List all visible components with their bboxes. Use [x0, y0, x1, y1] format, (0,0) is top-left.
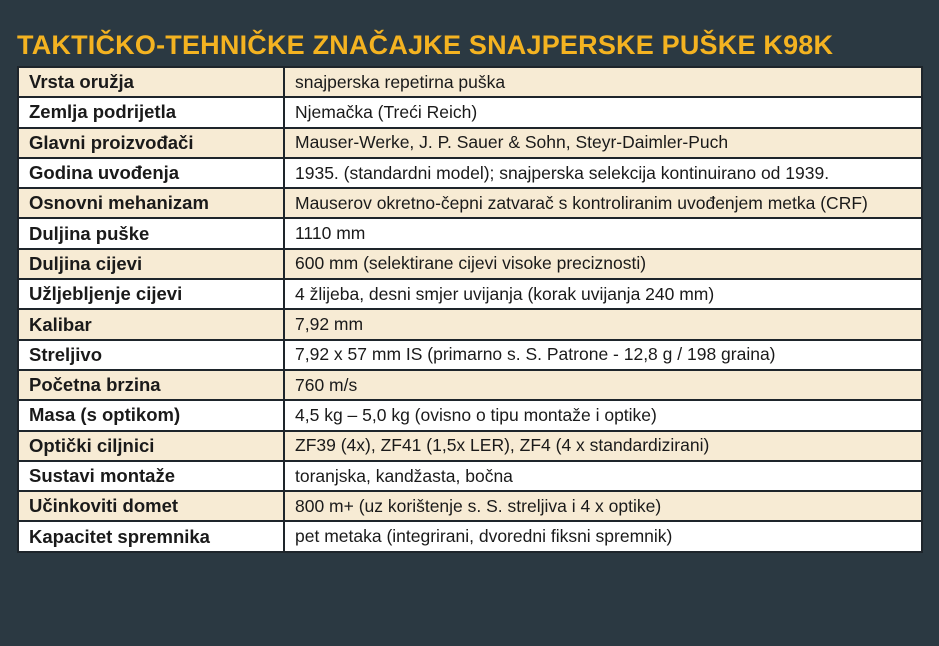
table-row	[18, 188, 922, 218]
row-label: Streljivo	[18, 340, 284, 370]
spec-table	[17, 66, 923, 553]
table-row	[18, 521, 922, 551]
row-label: Glavni proizvođači	[18, 128, 284, 158]
row-label: Kalibar	[18, 309, 284, 339]
row-value: 7,92 mm	[284, 309, 922, 339]
row-value: Njemačka (Treći Reich)	[284, 97, 922, 127]
row-label: Učinkoviti domet	[18, 491, 284, 521]
table-row	[18, 461, 922, 491]
row-label: Užljebljenje cijevi	[18, 279, 284, 309]
table-row	[18, 67, 922, 97]
row-label: Masa (s optikom)	[18, 400, 284, 430]
row-label: Duljina puške	[18, 218, 284, 248]
row-value: 600 mm (selektirane cijevi visoke preciznosti)	[284, 249, 922, 279]
row-value: 760 m/s	[284, 370, 922, 400]
table-row	[18, 340, 922, 370]
row-value: ZF39 (4x), ZF41 (1,5x LER), ZF4 (4 x standardizirani)	[284, 431, 922, 461]
row-label: Vrsta oružja	[18, 67, 284, 97]
row-label: Osnovni mehanizam	[18, 188, 284, 218]
row-value: Mauser-Werke, J. P. Sauer & Sohn, Steyr-Daimler-Puch	[284, 128, 922, 158]
row-value: 4,5 kg – 5,0 kg (ovisno o tipu montaže i optike)	[284, 400, 922, 430]
row-value: 1110 mm	[284, 218, 922, 248]
row-label: Duljina cijevi	[18, 249, 284, 279]
row-value: 7,92 x 57 mm IS (primarno s. S. Patrone - 12,8 g / 198 graina)	[284, 340, 922, 370]
table-row	[18, 400, 922, 430]
table-row	[18, 218, 922, 248]
table-row	[18, 279, 922, 309]
table-row	[18, 158, 922, 188]
table-row	[18, 97, 922, 127]
table-row	[18, 491, 922, 521]
row-value: toranjska, kandžasta, bočna	[284, 461, 922, 491]
table-row	[18, 309, 922, 339]
row-value: 1935. (standardni model); snajperska selekcija kontinuirano od 1939.	[284, 158, 922, 188]
row-value: Mauserov okretno-čepni zatvarač s kontroliranim uvođenjem metka (CRF)	[284, 188, 922, 218]
row-value: 800 m+ (uz korištenje s. S. streljiva i 4 x optike)	[284, 491, 922, 521]
row-value: snajperska repetirna puška	[284, 67, 922, 97]
page-title: TAKTIČKO-TEHNIČKE ZNAČAJKE SNAJPERSKE PUŠKE K98K	[17, 30, 834, 60]
table-row	[18, 370, 922, 400]
row-value: pet metaka (integrirani, dvoredni fiksni spremnik)	[284, 521, 922, 551]
table-row	[18, 249, 922, 279]
row-label: Godina uvođenja	[18, 158, 284, 188]
row-value: 4 žlijeba, desni smjer uvijanja (korak uvijanja 240 mm)	[284, 279, 922, 309]
row-label: Zemlja podrijetla	[18, 97, 284, 127]
row-label: Kapacitet spremnika	[18, 521, 284, 551]
row-label: Početna brzina	[18, 370, 284, 400]
table-row	[18, 128, 922, 158]
row-label: Sustavi montaže	[18, 461, 284, 491]
table-row	[18, 431, 922, 461]
row-label: Optički ciljnici	[18, 431, 284, 461]
